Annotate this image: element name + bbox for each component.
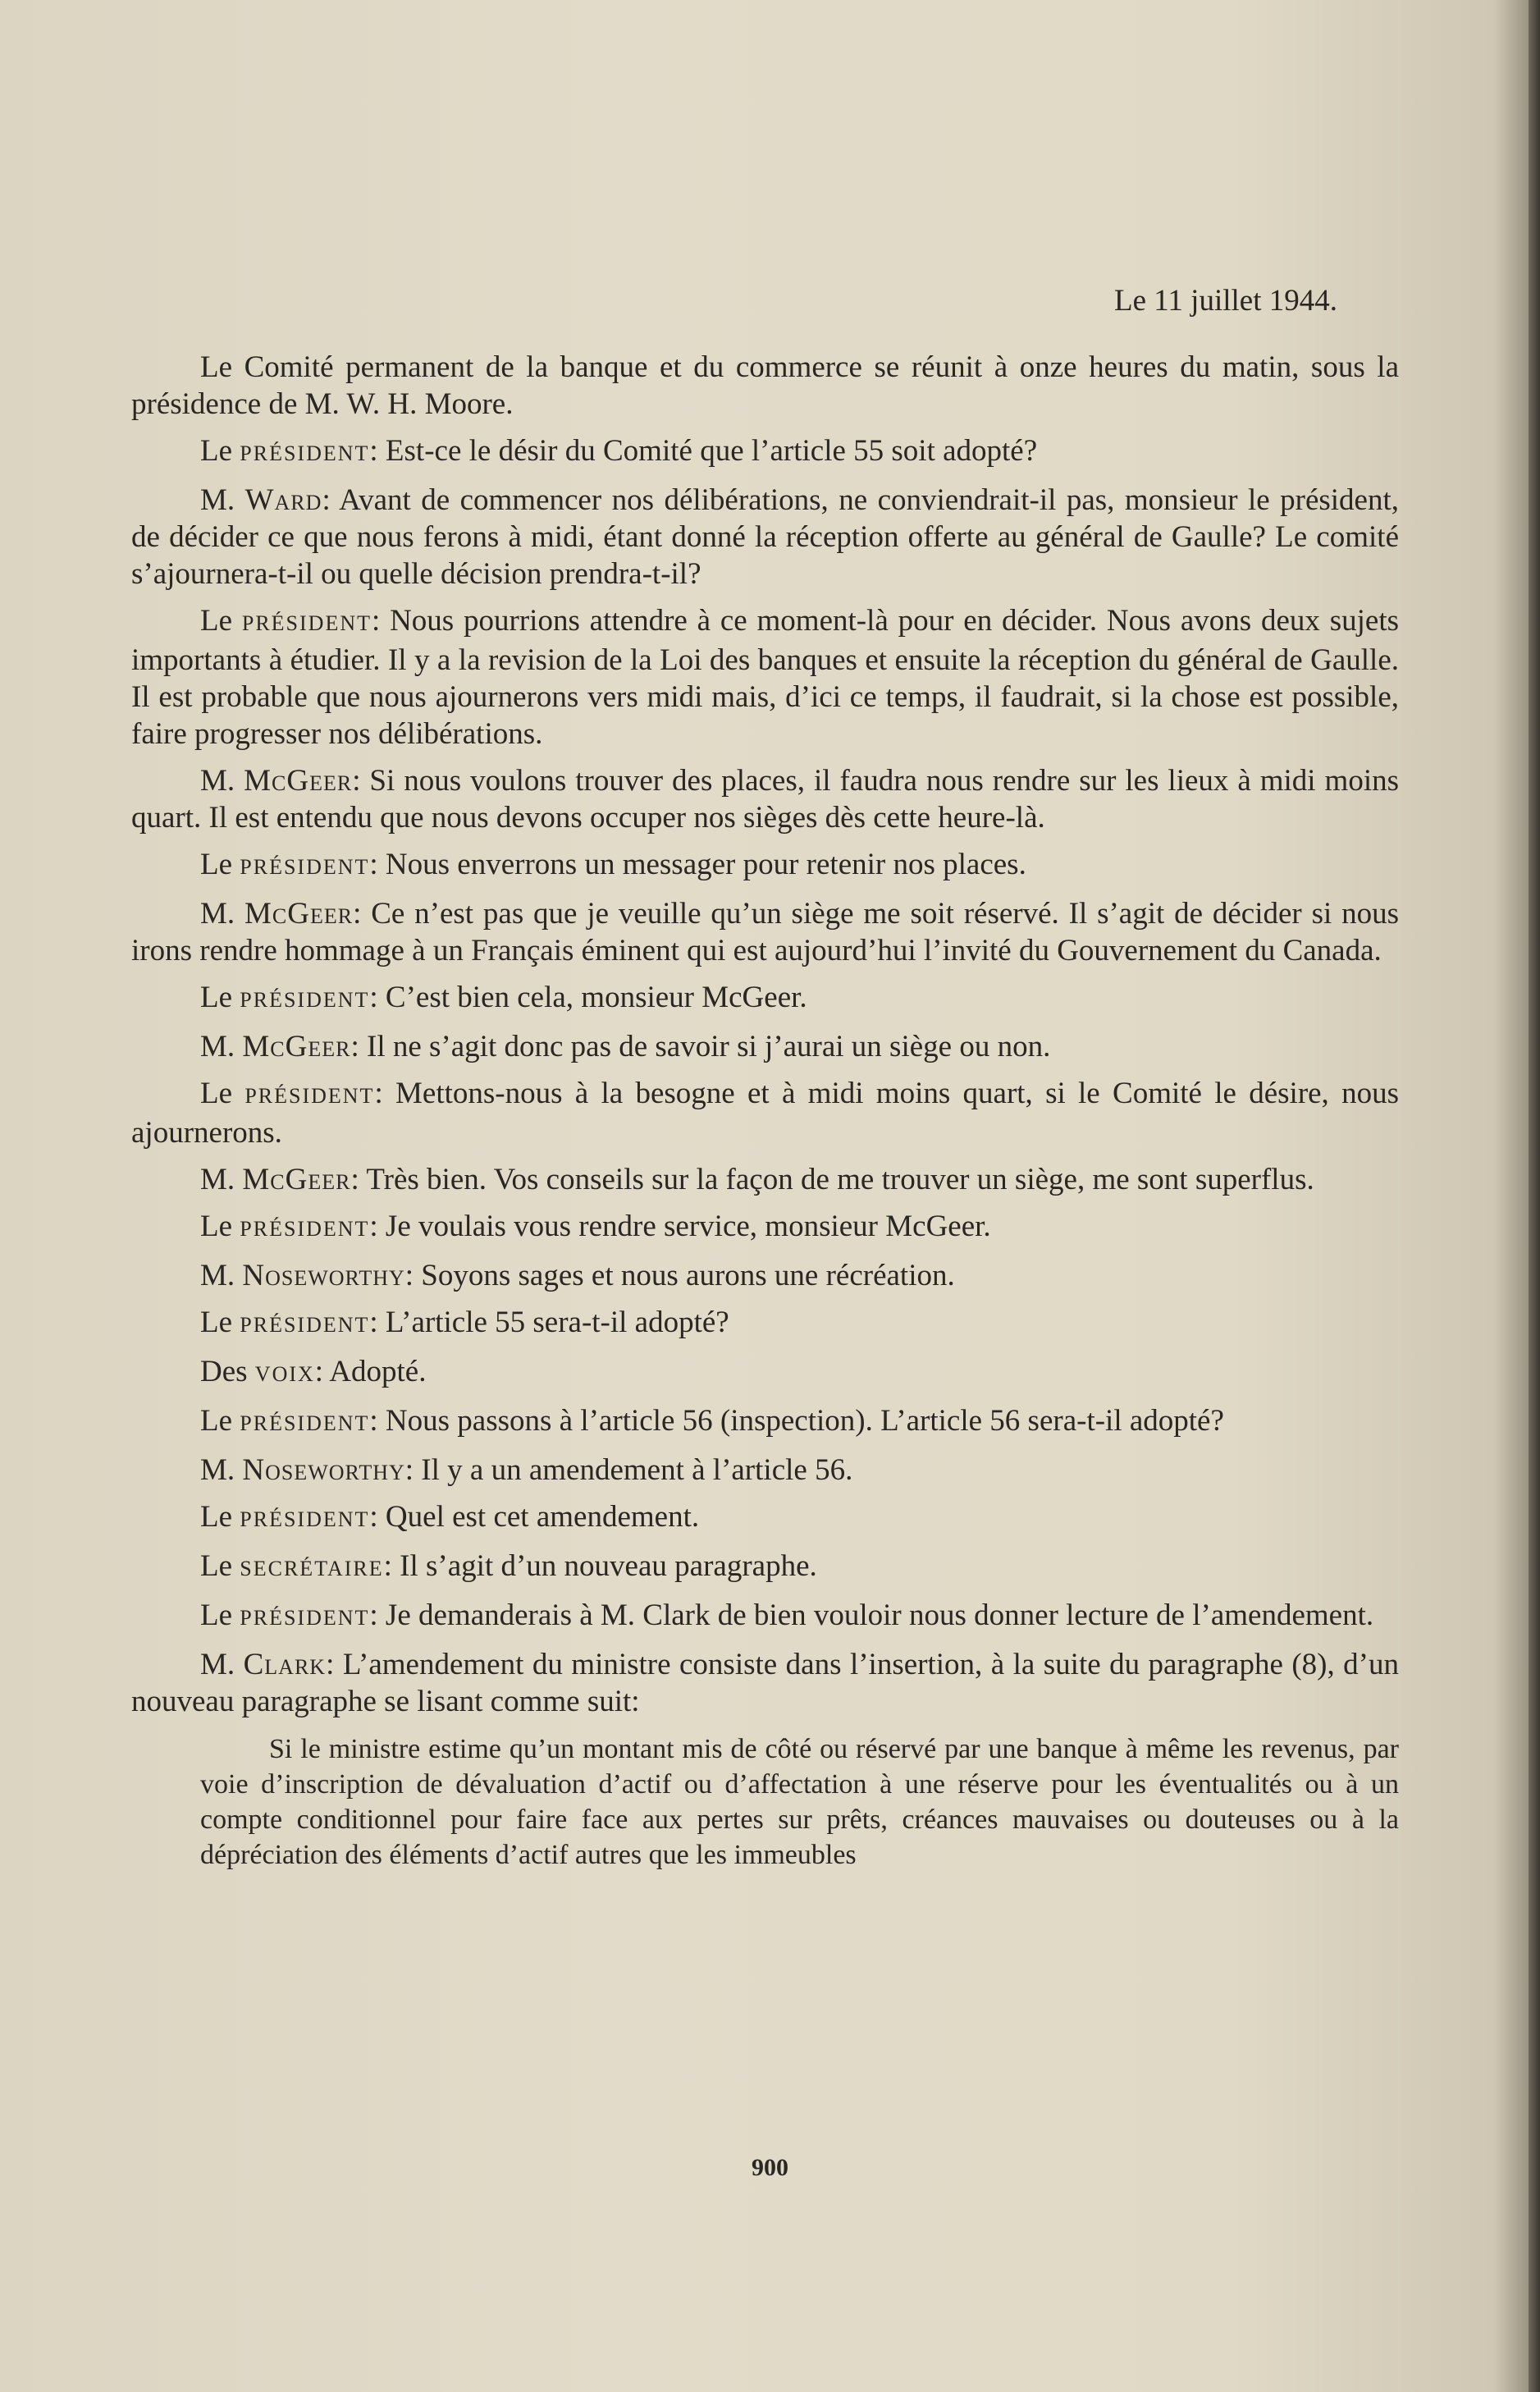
- speaker-prefix: Le: [200, 1210, 233, 1243]
- paragraph-text: Le Comité permanent de la banque et du commerce se réunit à onze heures du matin, sous la présidence de M. W. H. Moore.: [131, 350, 1399, 421]
- paragraph-text: : Il ne s’agit donc pas de savoir si j’aurai un siège ou non.: [350, 1030, 1051, 1063]
- transcript-paragraph: [131, 762, 1399, 836]
- speaker-prefix: Le: [200, 1549, 233, 1583]
- transcript-paragraph: [131, 1257, 1399, 1294]
- speaker-name: McGeer: [244, 897, 354, 931]
- speaker-name: Noseworthy: [242, 1259, 405, 1292]
- speaker-name: McGeer: [244, 764, 353, 798]
- paragraph-text: : Soyons sages et nous aurons une récréation.: [404, 1259, 955, 1292]
- paragraph-text: : Avant de commencer nos délibérations, ne conviendrait-il pas, monsieur le président, de décider ce que nous ferons à midi, étant donné la réception offerte au général de Gaulle? Le comité s’ajournera-t-il ou quelle décision prendra-t-il?: [131, 483, 1400, 591]
- speaker-prefix: Le: [200, 981, 233, 1014]
- transcript-paragraph: [131, 1208, 1399, 1247]
- speaker-prefix: M.: [200, 1648, 235, 1681]
- transcript-paragraph: [131, 1028, 1399, 1065]
- paragraph-text: : L’amendement du ministre consiste dans l’insertion, à la suite du paragraphe (8), d’un nouveau paragraphe se lisant comme suit:: [131, 1648, 1400, 1718]
- paragraph-text: : Ce n’est pas que je veuille qu’un siège me soit réservé. Il s’agit de décider si nous irons rendre hommage à un Français éminent qui est aujourd’hui l’invité du Gouvernement du Canada.: [131, 897, 1400, 967]
- speaker-prefix: Le: [200, 1306, 233, 1339]
- paragraph-text: : Est-ce le désir du Comité que l’article 55 soit adopté?: [369, 434, 1038, 468]
- speaker-name: PRÉSIDENT: [240, 855, 370, 879]
- transcript-paragraph: [131, 1646, 1399, 1720]
- transcript: [131, 349, 1399, 1720]
- speaker-prefix: Le: [200, 848, 233, 881]
- transcript-paragraph: [131, 602, 1399, 752]
- speaker-name: PRÉSIDENT: [240, 441, 370, 465]
- paragraph-text: : L’article 55 sera-t-il adopté?: [369, 1306, 729, 1339]
- speaker-name: VOIX: [254, 1362, 315, 1386]
- transcript-paragraph: [131, 1075, 1399, 1151]
- speaker-name: Clark: [243, 1648, 327, 1681]
- speaker-prefix: M.: [200, 1453, 235, 1487]
- speaker-name: PRÉSIDENT: [240, 1217, 370, 1241]
- paragraph-text: : Nous passons à l’article 56 (inspection). L’article 56 sera-t-il adopté?: [369, 1404, 1224, 1438]
- speaker-prefix: M.: [200, 1163, 235, 1196]
- transcript-paragraph: [131, 1161, 1399, 1198]
- speaker-name: McGeer: [242, 1163, 351, 1196]
- speaker-name: McGeer: [242, 1030, 351, 1063]
- paragraph-text: : Nous pourrions attendre à ce moment-là pour en décider. Nous avons deux sujets importants à étudier. Il y a la revision de la Loi des banques et ensuite la réception du général de Gaulle. Il est probable que nous ajournerons vers midi mais, d’ici ce temps, il faudrait, si la chose est possible, faire progresser nos délibérations.: [131, 604, 1400, 751]
- transcript-paragraph: [131, 432, 1399, 472]
- speaker-name: PRÉSIDENT: [241, 611, 372, 635]
- speaker-name: SECRÉTAIRE: [240, 1557, 384, 1580]
- paragraph-text: : Quel est cet amendement.: [369, 1500, 700, 1534]
- transcript-paragraph: [131, 846, 1399, 885]
- paragraph-text: : Mettons-nous à la besogne et à midi moins quart, si le Comité le désire, nous ajournerons.: [131, 1077, 1399, 1150]
- transcript-paragraph: [131, 895, 1399, 969]
- speaker-prefix: Le: [200, 1404, 233, 1438]
- transcript-paragraph: [131, 349, 1399, 423]
- speaker-name: PRÉSIDENT: [240, 1313, 370, 1337]
- paragraph-text: : C’est bien cela, monsieur McGeer.: [369, 981, 807, 1014]
- transcript-paragraph: [131, 1353, 1399, 1393]
- speaker-prefix: Le: [200, 1077, 233, 1110]
- document-body: [131, 283, 1399, 1873]
- transcript-paragraph: [131, 1402, 1399, 1442]
- paragraph-text: : Il s’agit d’un nouveau paragraphe.: [383, 1549, 817, 1583]
- speaker-name: Noseworthy: [242, 1453, 405, 1487]
- transcript-paragraph: [131, 1548, 1399, 1587]
- paragraph-text: : Je voulais vous rendre service, monsieur McGeer.: [369, 1210, 991, 1243]
- speaker-prefix: Le: [200, 1598, 233, 1632]
- speaker-prefix: Le: [200, 1500, 233, 1534]
- speaker-prefix: Le: [200, 604, 233, 638]
- transcript-paragraph: [131, 1498, 1399, 1538]
- paragraph-text: : Adopté.: [314, 1355, 427, 1388]
- speaker-name: PRÉSIDENT: [240, 1606, 370, 1630]
- transcript-paragraph: [131, 1452, 1399, 1489]
- paragraph-text: : Nous enverrons un messager pour retenir nos places.: [369, 848, 1026, 881]
- paragraph-text: : Très bien. Vos conseils sur la façon de me trouver un siège, me sont superflus.: [350, 1163, 1314, 1196]
- speaker-prefix: M.: [200, 897, 235, 931]
- speaker-prefix: M.: [200, 1030, 235, 1063]
- paragraph-text: : Il y a un amendement à l’article 56.: [404, 1453, 853, 1487]
- page-number: 900: [752, 2154, 788, 2181]
- paragraph-text: : Si nous voulons trouver des places, il faudra nous rendre sur les lieux à midi moins quart. Il est entendu que nous devons occuper nos sièges dès cette heure-là.: [131, 764, 1400, 835]
- speaker-name: PRÉSIDENT: [244, 1084, 375, 1108]
- amendment-quote: Si le ministre estime qu’un montant mis de côté ou réservé par une banque à même les revenus, par voie d’inscription de dévaluation d’actif ou d’affectation à une réserve pour les éventualités ou à un compte conditionnel pour faire face aux pertes sur prêts, créances mauvaises ou douteuses ou à la dépréciation des éléments d’actif autres que les immeubles: [200, 1734, 1399, 1870]
- speaker-name: Ward: [244, 483, 322, 517]
- binding-edge: [1529, 0, 1540, 2392]
- speaker-prefix: M.: [200, 1259, 235, 1292]
- transcript-paragraph: [131, 1304, 1399, 1343]
- transcript-paragraph: [131, 979, 1399, 1018]
- speaker-prefix: Des: [200, 1355, 248, 1388]
- speaker-prefix: M.: [200, 764, 235, 798]
- transcript-paragraph: [131, 482, 1399, 592]
- transcript-paragraph: [131, 1597, 1399, 1636]
- session-date: Le 11 juillet 1944.: [1114, 284, 1337, 318]
- speaker-prefix: Le: [200, 434, 233, 468]
- paragraph-text: : Je demanderais à M. Clark de bien vouloir nous donner lecture de l’amendement.: [369, 1598, 1374, 1632]
- speaker-name: PRÉSIDENT: [240, 1411, 370, 1435]
- speaker-prefix: M.: [200, 483, 235, 517]
- speaker-name: PRÉSIDENT: [240, 1507, 370, 1531]
- speaker-name: PRÉSIDENT: [240, 988, 370, 1012]
